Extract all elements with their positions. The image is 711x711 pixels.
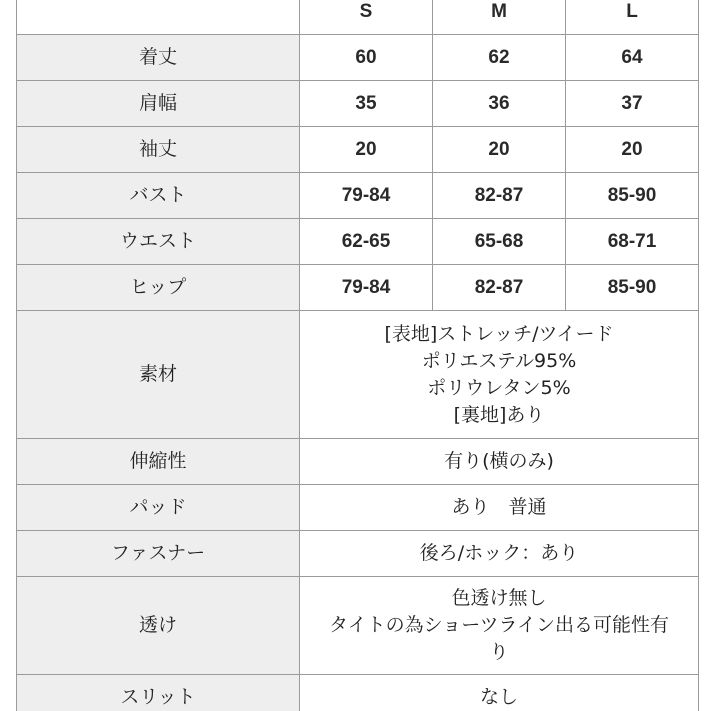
detail-line: 有り(横のみ) xyxy=(444,450,554,472)
detail-row-fastener xyxy=(17,531,699,577)
detail-line: あり 普通 xyxy=(451,496,547,518)
row-label: バスト xyxy=(17,173,300,219)
table-cell: 82-87 xyxy=(433,173,566,219)
size-header-l: L xyxy=(566,0,699,35)
measurement-row-bust xyxy=(17,173,699,219)
detail-line: り xyxy=(489,641,509,663)
header-corner-cell xyxy=(17,0,300,35)
row-label: 着丈 xyxy=(17,35,300,81)
table-cell: 20 xyxy=(433,127,566,173)
row-label: 伸縮性 xyxy=(17,439,300,485)
table-cell: 20 xyxy=(566,127,699,173)
fastener-value-cell xyxy=(300,531,699,577)
row-label: 透け xyxy=(17,577,300,675)
measurement-row-shoulder xyxy=(17,81,699,127)
measurement-row-length xyxy=(17,35,699,81)
row-label: 袖丈 xyxy=(17,127,300,173)
table-cell: 35 xyxy=(300,81,433,127)
detail-line: 色透け無し xyxy=(451,587,547,609)
row-label: 素材 xyxy=(17,311,300,439)
detail-line: なし xyxy=(479,686,518,708)
table-cell: 37 xyxy=(566,81,699,127)
row-label: ウエスト xyxy=(17,219,300,265)
detail-line: [裏地]あり xyxy=(453,403,545,426)
table-cell: 36 xyxy=(433,81,566,127)
size-chart-table xyxy=(16,0,699,711)
row-label: ヒップ xyxy=(17,265,300,311)
pad-value-cell xyxy=(300,485,699,531)
detail-line: 後ろ/ホック：あり xyxy=(419,542,579,564)
table-cell: 65-68 xyxy=(433,219,566,265)
measurement-row-hip xyxy=(17,265,699,311)
table-cell: 62 xyxy=(433,35,566,81)
size-header-s: S xyxy=(300,0,433,35)
size-header-m: M xyxy=(433,0,566,35)
row-label: 肩幅 xyxy=(17,81,300,127)
detail-line: ポリウレタン5% xyxy=(427,376,571,399)
table-cell: 85-90 xyxy=(566,173,699,219)
detail-row-sheerness xyxy=(17,577,699,675)
table-cell: 85-90 xyxy=(566,265,699,311)
table-cell: 60 xyxy=(300,35,433,81)
table-cell: 62-65 xyxy=(300,219,433,265)
detail-row-stretch xyxy=(17,439,699,485)
measurement-row-waist xyxy=(17,219,699,265)
row-label: スリット xyxy=(17,675,300,711)
detail-line: タイトの為ショーツライン出る可能性有 xyxy=(329,614,669,636)
slit-value-cell xyxy=(300,675,699,711)
table-cell: 82-87 xyxy=(433,265,566,311)
material-value-cell xyxy=(300,311,699,439)
row-label: ファスナー xyxy=(17,531,300,577)
table-cell: 79-84 xyxy=(300,173,433,219)
table-cell: 20 xyxy=(300,127,433,173)
table-cell: 79-84 xyxy=(300,265,433,311)
detail-row-slit xyxy=(17,675,699,711)
detail-line: ポリエステル95% xyxy=(421,349,577,372)
detail-row-pad xyxy=(17,485,699,531)
measurement-row-sleeve xyxy=(17,127,699,173)
table-cell: 64 xyxy=(566,35,699,81)
size-header-row xyxy=(17,0,699,35)
sheerness-value-cell xyxy=(300,577,699,675)
table-cell: 68-71 xyxy=(566,219,699,265)
stretch-value-cell xyxy=(300,439,699,485)
row-label: パッド xyxy=(17,485,300,531)
detail-row-material xyxy=(17,311,699,439)
detail-line: [表地]ストレッチ/ツイード xyxy=(384,322,614,345)
